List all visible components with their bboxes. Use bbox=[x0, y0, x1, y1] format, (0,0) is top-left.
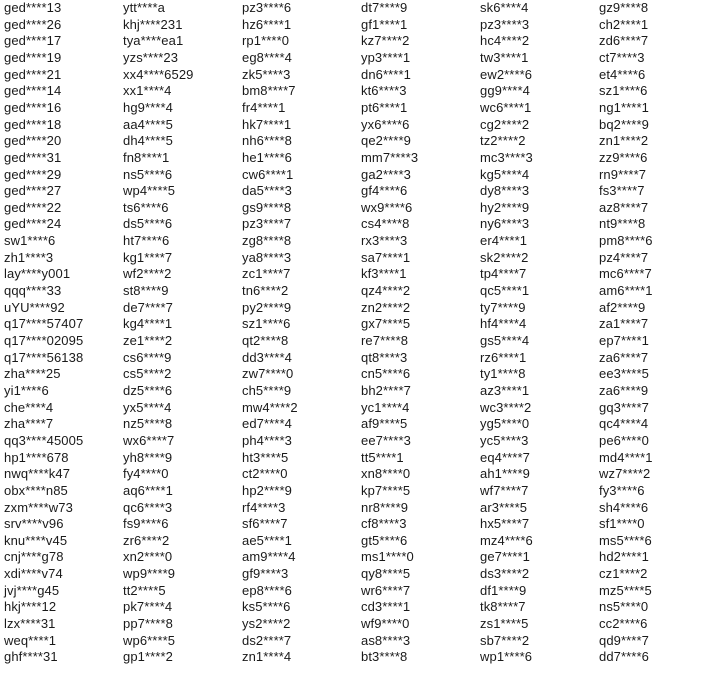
account-entry: eq4****7 bbox=[480, 449, 530, 465]
account-entry: gf1****1 bbox=[361, 16, 408, 32]
account-entry: dy8****3 bbox=[480, 183, 530, 199]
account-entry: gx7****5 bbox=[361, 316, 411, 332]
account-entry: pz3****7 bbox=[242, 216, 292, 232]
account-entry: che****4 bbox=[4, 399, 54, 415]
account-entry: tw3****1 bbox=[480, 49, 529, 65]
account-entry: wr6****7 bbox=[361, 582, 411, 598]
account-entry: gg9****4 bbox=[480, 83, 530, 99]
account-entry: az3****1 bbox=[480, 382, 530, 398]
account-entry: aq6****1 bbox=[123, 482, 173, 498]
account-entry: de7****7 bbox=[123, 299, 173, 315]
account-entry: wc6****1 bbox=[480, 99, 532, 115]
account-entry: ns5****0 bbox=[599, 599, 649, 615]
account-entry: ged****20 bbox=[4, 133, 62, 149]
account-entry: hz6****1 bbox=[242, 16, 292, 32]
account-entry: wc3****2 bbox=[480, 399, 532, 415]
account-entry: sf1****0 bbox=[599, 516, 645, 532]
account-entry: zha****7 bbox=[4, 416, 54, 432]
account-entry: ged****18 bbox=[4, 116, 62, 132]
account-entry: tt2****5 bbox=[123, 582, 166, 598]
account-entry: qq3****45005 bbox=[4, 432, 84, 448]
account-entry: xn8****0 bbox=[361, 466, 411, 482]
account-entry: md4****1 bbox=[599, 449, 653, 465]
account-entry: ds3****2 bbox=[480, 566, 530, 582]
account-entry: qy8****5 bbox=[361, 566, 411, 582]
account-entry: hp1****678 bbox=[4, 449, 69, 465]
account-entry: rz6****1 bbox=[480, 349, 527, 365]
account-entry: qc5****1 bbox=[480, 283, 530, 299]
account-entry: df1****9 bbox=[480, 582, 527, 598]
account-entry: ty1****8 bbox=[480, 366, 526, 382]
account-entry: xx4****6529 bbox=[123, 66, 194, 82]
account-entry: ny6****3 bbox=[480, 216, 530, 232]
account-entry: ds5****6 bbox=[123, 216, 173, 232]
account-entry: st8****9 bbox=[123, 283, 169, 299]
account-entry: ts6****6 bbox=[123, 199, 169, 215]
account-entry: zr6****2 bbox=[123, 532, 170, 548]
account-entry: kz7****2 bbox=[361, 33, 410, 49]
account-entry: tn6****2 bbox=[242, 283, 289, 299]
account-entry: fn8****1 bbox=[123, 149, 170, 165]
account-entry: ged****29 bbox=[4, 166, 62, 182]
account-entry: ms1****0 bbox=[361, 549, 414, 565]
account-entry: wf9****0 bbox=[361, 616, 410, 632]
account-entry: dd7****6 bbox=[599, 649, 649, 665]
account-entry: qe2****9 bbox=[361, 133, 411, 149]
account-entry: yc1****4 bbox=[361, 399, 410, 415]
account-entry: ds2****7 bbox=[242, 632, 292, 648]
account-entry: tya****ea1 bbox=[123, 33, 184, 49]
account-entry: nr8****9 bbox=[361, 499, 409, 515]
account-entry: ct2****0 bbox=[242, 466, 288, 482]
account-entry: wp6****5 bbox=[123, 632, 176, 648]
account-entry: mz4****6 bbox=[480, 532, 533, 548]
account-entry: az8****7 bbox=[599, 199, 649, 215]
account-entry: hx5****7 bbox=[480, 516, 530, 532]
account-entry: q17****57407 bbox=[4, 316, 84, 332]
account-entry: zw7****0 bbox=[242, 366, 294, 382]
account-entry: qqq****33 bbox=[4, 283, 62, 299]
account-entry: ht7****6 bbox=[123, 233, 170, 249]
account-entry: kp7****5 bbox=[361, 482, 411, 498]
account-entry: knu****v45 bbox=[4, 532, 68, 548]
account-entry: rn9****7 bbox=[599, 166, 647, 182]
account-entry: pm8****6 bbox=[599, 233, 653, 249]
account-entry: khj****231 bbox=[123, 16, 183, 32]
account-entry: ch5****9 bbox=[242, 382, 292, 398]
account-entry: za6****7 bbox=[599, 349, 649, 365]
account-entry: yc5****3 bbox=[480, 432, 529, 448]
account-entry: ae5****1 bbox=[242, 532, 292, 548]
account-entry: zc1****7 bbox=[242, 266, 291, 282]
account-entry: am6****1 bbox=[599, 283, 653, 299]
account-entry: sk2****2 bbox=[480, 249, 529, 265]
account-entry: mw4****2 bbox=[242, 399, 298, 415]
account-entry: eg8****4 bbox=[242, 49, 292, 65]
account-entry: gq3****7 bbox=[599, 399, 649, 415]
account-entry: bh2****7 bbox=[361, 382, 411, 398]
account-entry: sz1****6 bbox=[242, 316, 291, 332]
account-entry: fr4****1 bbox=[242, 99, 286, 115]
account-entry: ged****21 bbox=[4, 66, 62, 82]
account-entry: ys2****2 bbox=[242, 616, 291, 632]
account-entry: cf8****3 bbox=[361, 516, 407, 532]
account-entry: pp7****8 bbox=[123, 616, 173, 632]
account-entry: qc4****4 bbox=[599, 416, 649, 432]
account-entry: cc2****6 bbox=[599, 616, 648, 632]
account-entry: mc6****7 bbox=[599, 266, 652, 282]
account-entry: fs3****7 bbox=[599, 183, 645, 199]
account-entry: zk5****3 bbox=[242, 66, 291, 82]
account-entry: obx****n85 bbox=[4, 482, 68, 498]
account-entry: ze1****2 bbox=[123, 333, 173, 348]
account-entry: et4****6 bbox=[599, 66, 646, 82]
account-entry: ct7****3 bbox=[599, 49, 645, 65]
account-entry: q17****02095 bbox=[4, 333, 84, 348]
account-entry: ged****24 bbox=[4, 216, 62, 232]
account-entry: gp1****2 bbox=[123, 649, 173, 665]
account-entry: ep8****6 bbox=[242, 582, 292, 598]
account-entry: ged****26 bbox=[4, 16, 62, 32]
account-entry: ya8****3 bbox=[242, 249, 292, 265]
account-entry: zz9****6 bbox=[599, 149, 648, 165]
account-entry: hf4****4 bbox=[480, 316, 527, 332]
account-entry: as8****3 bbox=[361, 632, 411, 648]
account-entry: zha****25 bbox=[4, 366, 61, 382]
account-entry: zn2****2 bbox=[361, 299, 411, 315]
account-entry: zn1****2 bbox=[599, 133, 649, 149]
account-entry: tz2****2 bbox=[480, 133, 526, 149]
account-entry: gz9****8 bbox=[599, 0, 649, 15]
account-entry: sk6****4 bbox=[480, 0, 529, 15]
account-entry: sh4****6 bbox=[599, 499, 649, 515]
account-entry: rp1****0 bbox=[242, 33, 290, 49]
account-entry: yg5****0 bbox=[480, 416, 530, 432]
account-entry: kg5****4 bbox=[480, 166, 530, 182]
account-entry: wp9****9 bbox=[123, 566, 176, 582]
account-entry: cn5****6 bbox=[361, 366, 411, 382]
account-entry: ged****31 bbox=[4, 149, 62, 165]
account-entry: zg8****8 bbox=[242, 233, 292, 249]
account-entry: af9****5 bbox=[361, 416, 408, 432]
account-entry: he1****6 bbox=[242, 149, 292, 165]
account-entry: rx3****3 bbox=[361, 233, 408, 249]
account-entry: ed7****4 bbox=[242, 416, 292, 432]
account-entry: py2****9 bbox=[242, 299, 292, 315]
account-entry: mc3****3 bbox=[480, 149, 533, 165]
account-entry: pe6****0 bbox=[599, 432, 649, 448]
account-entry: ph4****3 bbox=[242, 432, 292, 448]
account-entry: bq2****9 bbox=[599, 116, 649, 132]
account-entry: ms5****6 bbox=[599, 532, 652, 548]
account-entry: wp1****6 bbox=[480, 649, 533, 665]
account-entry: wz7****2 bbox=[599, 466, 651, 482]
account-entry: uYU****92 bbox=[4, 299, 65, 315]
account-entry: nh6****8 bbox=[242, 133, 292, 149]
account-entry: yx5****4 bbox=[123, 399, 172, 415]
account-entry: er4****1 bbox=[480, 233, 528, 249]
account-entry: kg1****7 bbox=[123, 249, 173, 265]
account-entry: jvj****g45 bbox=[4, 582, 60, 598]
account-entry: wx9****6 bbox=[361, 199, 413, 215]
account-entry: ytt****a bbox=[123, 0, 165, 15]
account-entry: kf3****1 bbox=[361, 266, 407, 282]
account-entry: dt7****9 bbox=[361, 0, 408, 15]
account-entry: gs5****4 bbox=[480, 333, 530, 348]
account-entry: cg2****2 bbox=[480, 116, 530, 132]
account-entry: dn6****1 bbox=[361, 66, 411, 82]
account-entry: hy2****9 bbox=[480, 199, 530, 215]
account-entry: bm8****7 bbox=[242, 83, 296, 99]
account-entry: gf9****3 bbox=[242, 566, 289, 582]
account-entry: zn1****4 bbox=[242, 649, 292, 665]
account-entry: nt9****8 bbox=[599, 216, 646, 232]
account-entry: ew2****6 bbox=[480, 66, 533, 82]
account-entry: qt2****8 bbox=[242, 333, 289, 348]
account-entry: dh4****5 bbox=[123, 133, 173, 149]
account-entry: sa7****1 bbox=[361, 249, 411, 265]
account-entry: ged****19 bbox=[4, 49, 62, 65]
account-entry: xdi****v74 bbox=[4, 566, 63, 582]
account-entry: gt5****6 bbox=[361, 532, 408, 548]
account-entry: ghf****31 bbox=[4, 649, 58, 665]
account-entry: pz3****6 bbox=[242, 0, 292, 15]
account-entry: re7****8 bbox=[361, 333, 409, 348]
account-entry: gf4****6 bbox=[361, 183, 408, 199]
account-entry: za1****7 bbox=[599, 316, 649, 332]
account-entry: wf2****2 bbox=[123, 266, 172, 282]
account-entry: qt8****3 bbox=[361, 349, 408, 365]
account-entry: cd3****1 bbox=[361, 599, 411, 615]
account-entry: ch2****1 bbox=[599, 16, 649, 32]
account-entry: weq****1 bbox=[4, 632, 57, 648]
account-entry: ng1****1 bbox=[599, 99, 649, 115]
account-entry: zxm****w73 bbox=[4, 499, 73, 515]
account-entry: ged****14 bbox=[4, 83, 62, 99]
account-entry: kg4****1 bbox=[123, 316, 173, 332]
account-entry: pz3****3 bbox=[480, 16, 530, 32]
account-entry: ah1****9 bbox=[480, 466, 530, 482]
account-entry: yh8****9 bbox=[123, 449, 173, 465]
account-entry: hd2****1 bbox=[599, 549, 649, 565]
account-entry: hkj****12 bbox=[4, 599, 57, 615]
account-entry: yi1****6 bbox=[4, 382, 49, 398]
account-entry: af2****9 bbox=[599, 299, 646, 315]
account-entry: fy3****6 bbox=[599, 482, 645, 498]
account-entry: ged****13 bbox=[4, 0, 62, 15]
account-entry: cs6****9 bbox=[123, 349, 172, 365]
account-entry: rf4****3 bbox=[242, 499, 286, 515]
account-entry: sw1****6 bbox=[4, 233, 56, 249]
account-entry: qc6****3 bbox=[123, 499, 173, 515]
account-entry: pz4****7 bbox=[599, 249, 649, 265]
account-entry: ged****27 bbox=[4, 183, 62, 199]
account-entry: ht3****5 bbox=[242, 449, 289, 465]
account-entry: bt3****8 bbox=[361, 649, 408, 665]
account-entry: za6****9 bbox=[599, 382, 649, 398]
account-entry: yx6****6 bbox=[361, 116, 410, 132]
account-entry: pt6****1 bbox=[361, 99, 408, 115]
account-entry: aa4****5 bbox=[123, 116, 173, 132]
account-entry: yzs****23 bbox=[123, 49, 179, 65]
account-entry: srv****v96 bbox=[4, 516, 64, 532]
account-entry: cnj****g78 bbox=[4, 549, 64, 565]
account-entry: qd9****7 bbox=[599, 632, 649, 648]
account-entry: tp4****7 bbox=[480, 266, 527, 282]
account-entry: hp2****9 bbox=[242, 482, 292, 498]
account-entry: cw6****1 bbox=[242, 166, 294, 182]
account-entry: wf7****7 bbox=[480, 482, 529, 498]
account-entry: mz5****5 bbox=[599, 582, 652, 598]
account-entry: dd3****4 bbox=[242, 349, 292, 365]
account-entry: tk8****7 bbox=[480, 599, 526, 615]
account-entry: wp4****5 bbox=[123, 183, 176, 199]
account-entry: xx1****4 bbox=[123, 83, 172, 99]
account-entry: ks5****6 bbox=[242, 599, 291, 615]
account-entry: da5****3 bbox=[242, 183, 292, 199]
account-entry: nz5****8 bbox=[123, 416, 173, 432]
account-entry: dz5****6 bbox=[123, 382, 173, 398]
account-entry: ged****17 bbox=[4, 33, 62, 49]
account-entry: ns5****6 bbox=[123, 166, 173, 182]
account-entry: cz1****2 bbox=[599, 566, 648, 582]
account-entry: ga2****3 bbox=[361, 166, 411, 182]
account-entry: lay****y001 bbox=[4, 266, 71, 282]
account-entry: am9****4 bbox=[242, 549, 296, 565]
account-entry: hk7****1 bbox=[242, 116, 292, 132]
account-entry: hc4****2 bbox=[480, 33, 530, 49]
account-entry: cs4****8 bbox=[361, 216, 410, 232]
account-entry: tt5****1 bbox=[361, 449, 404, 465]
account-entry: sz1****6 bbox=[599, 83, 648, 99]
account-entry: fy4****0 bbox=[123, 466, 169, 482]
account-entry: ee3****5 bbox=[599, 366, 649, 382]
account-entry: gs9****8 bbox=[242, 199, 292, 215]
account-entry: kt6****3 bbox=[361, 83, 407, 99]
account-entry: nwq****k47 bbox=[4, 466, 71, 482]
account-entry: ep7****1 bbox=[599, 333, 649, 348]
account-entry: ee7****3 bbox=[361, 432, 411, 448]
account-entry: ged****22 bbox=[4, 199, 62, 215]
account-entry: ty7****9 bbox=[480, 299, 526, 315]
account-entry: lzx****31 bbox=[4, 616, 56, 632]
account-entry: ar3****5 bbox=[480, 499, 528, 515]
account-entry: xn2****0 bbox=[123, 549, 173, 565]
account-entry: ged****16 bbox=[4, 99, 62, 115]
account-entry: yp3****1 bbox=[361, 49, 411, 65]
account-entry: fs9****6 bbox=[123, 516, 169, 532]
account-entry: qz4****2 bbox=[361, 283, 411, 299]
account-entry: zh1****3 bbox=[4, 249, 54, 265]
account-entry: cs5****2 bbox=[123, 366, 172, 382]
account-entry: q17****56138 bbox=[4, 349, 84, 365]
account-entry: sf6****7 bbox=[242, 516, 288, 532]
account-entry: ge7****1 bbox=[480, 549, 530, 565]
account-entry: pk7****4 bbox=[123, 599, 173, 615]
account-entry: sb7****2 bbox=[480, 632, 530, 648]
account-entry: wx6****7 bbox=[123, 432, 175, 448]
account-entry: zd6****7 bbox=[599, 33, 649, 49]
account-entry: hg9****4 bbox=[123, 99, 173, 115]
account-entry: zs1****5 bbox=[480, 616, 529, 632]
account-entry: mm7****3 bbox=[361, 149, 419, 165]
